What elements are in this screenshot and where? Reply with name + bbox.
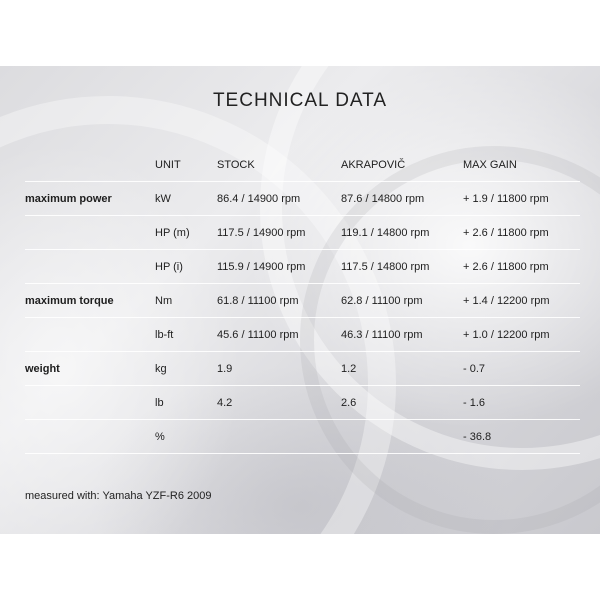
- stock-cell: 4.2: [217, 386, 341, 420]
- stock-cell: 115.9 / 14900 rpm: [217, 250, 341, 284]
- stock-cell: 117.5 / 14900 rpm: [217, 216, 341, 250]
- row-group-label: weight: [25, 352, 155, 386]
- unit-cell: kW: [155, 182, 217, 216]
- table-row: [25, 284, 580, 318]
- stock-cell: 1.9: [217, 352, 341, 386]
- table-row: [25, 182, 580, 216]
- akrapovic-cell: 119.1 / 14800 rpm: [341, 216, 463, 250]
- max-gain-cell: + 1.0 / 12200 rpm: [463, 318, 580, 352]
- table-row: [25, 386, 580, 420]
- akrapovic-cell: [341, 420, 463, 454]
- row-group-label: maximum torque: [25, 284, 155, 318]
- max-gain-cell: - 36.8: [463, 420, 580, 454]
- table-row: [25, 216, 580, 250]
- table-row: [25, 352, 580, 386]
- max-gain-cell: + 2.6 / 11800 rpm: [463, 216, 580, 250]
- row-group-label: [25, 250, 155, 284]
- page-title: TECHNICAL DATA: [212, 90, 388, 111]
- column-header-stock: STOCK: [217, 158, 255, 171]
- technical-data-panel: [0, 66, 600, 534]
- max-gain-cell: - 1.6: [463, 386, 580, 420]
- max-gain-cell: + 1.9 / 11800 rpm: [463, 182, 580, 216]
- stock-cell: [217, 420, 341, 454]
- stock-cell: 45.6 / 11100 rpm: [217, 318, 341, 352]
- table-row: [25, 250, 580, 284]
- row-group-label: [25, 216, 155, 250]
- akrapovic-cell: 1.2: [341, 352, 463, 386]
- stock-cell: 61.8 / 11100 rpm: [217, 284, 341, 318]
- column-header-group: [25, 148, 155, 182]
- unit-cell: lb: [155, 386, 217, 420]
- akrapovic-cell: 117.5 / 14800 rpm: [341, 250, 463, 284]
- unit-cell: Nm: [155, 284, 217, 318]
- table-header-row: [25, 148, 580, 182]
- unit-cell: %: [155, 420, 217, 454]
- row-group-label: [25, 420, 155, 454]
- akrapovic-cell: 62.8 / 11100 rpm: [341, 284, 463, 318]
- unit-cell: HP (i): [155, 250, 217, 284]
- akrapovic-cell: 2.6: [341, 386, 463, 420]
- akrapovic-cell: 46.3 / 11100 rpm: [341, 318, 463, 352]
- unit-cell: lb-ft: [155, 318, 217, 352]
- column-header-akrapovic: AKRAPOVIČ: [341, 158, 406, 171]
- row-group-label: [25, 386, 155, 420]
- max-gain-cell: + 1.4 / 12200 rpm: [463, 284, 580, 318]
- stock-cell: 86.4 / 14900 rpm: [217, 182, 341, 216]
- measurement-footnote: measured with: Yamaha YZF-R6 2009: [25, 490, 212, 502]
- row-group-label: maximum power: [25, 182, 155, 216]
- row-group-label: [25, 318, 155, 352]
- column-header-max-gain: MAX GAIN: [463, 158, 517, 171]
- akrapovic-cell: 87.6 / 14800 rpm: [341, 182, 463, 216]
- table-row: [25, 420, 580, 454]
- unit-cell: HP (m): [155, 216, 217, 250]
- technical-data-table: [25, 148, 580, 454]
- max-gain-cell: + 2.6 / 11800 rpm: [463, 250, 580, 284]
- table-row: [25, 318, 580, 352]
- max-gain-cell: - 0.7: [463, 352, 580, 386]
- column-header-unit: UNIT: [155, 158, 181, 171]
- unit-cell: kg: [155, 352, 217, 386]
